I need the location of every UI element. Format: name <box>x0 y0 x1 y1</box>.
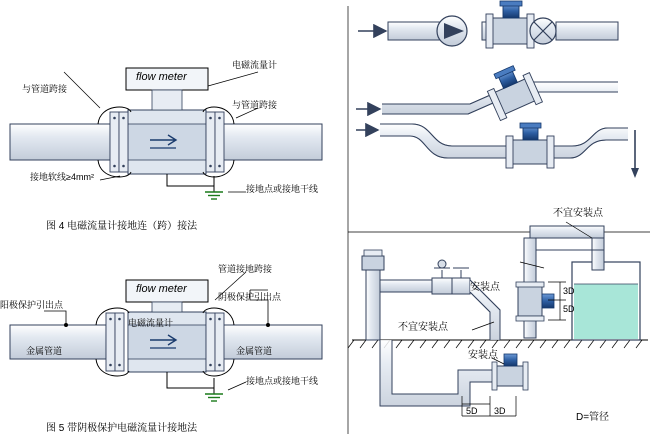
label-diameter-note: D=管径 <box>576 412 610 423</box>
label-bad-install-top: 不宜安装点 <box>553 208 603 219</box>
fig4-flow-meter-text: flow meter <box>136 71 187 83</box>
fig4-caption: 图 4 电磁流量计接地连（跨）接法 <box>46 221 198 232</box>
fig4-label-left-bridge: 与管道跨接 <box>22 84 68 94</box>
label-install-bottom: 安装点 <box>468 350 498 361</box>
label-3d-right: 3D <box>563 286 575 296</box>
fig5-label-pipe-bridge: 管道接地跨接 <box>218 264 273 274</box>
fig4-label-meter: 电磁流量计 <box>232 60 278 70</box>
label-install-right: 安装点 <box>470 282 500 293</box>
fig5-label-meter: 电磁流量计 <box>128 318 174 328</box>
fig4-label-ground-point: 接地点或接地干线 <box>246 184 319 194</box>
fig4-label-ground-wire: 接地软线≥4mm² <box>30 172 94 182</box>
label-bad-install-left: 不宜安装点 <box>398 322 448 333</box>
fig5-label-metal-pipe-left: 金属管道 <box>26 346 63 356</box>
fig5-label-anode-out: 阳极保护引出点 <box>0 300 64 310</box>
fig5-label-cathode-out: 阴极保护引出点 <box>218 292 282 302</box>
label-3d-bottom: 3D <box>494 406 506 416</box>
fig5-label-ground-point: 接地点或接地干线 <box>246 376 319 386</box>
fig5-caption: 图 5 带阴极保护电磁流量计接地法 <box>46 423 198 434</box>
fig5-label-metal-pipe-right: 金属管道 <box>236 346 273 356</box>
fig5-flow-meter-text: flow meter <box>136 283 187 295</box>
fig4-label-right-bridge: 与管道跨接 <box>232 100 278 110</box>
label-5d-right: 5D <box>563 304 575 314</box>
label-5d-bottom: 5D <box>466 406 478 416</box>
